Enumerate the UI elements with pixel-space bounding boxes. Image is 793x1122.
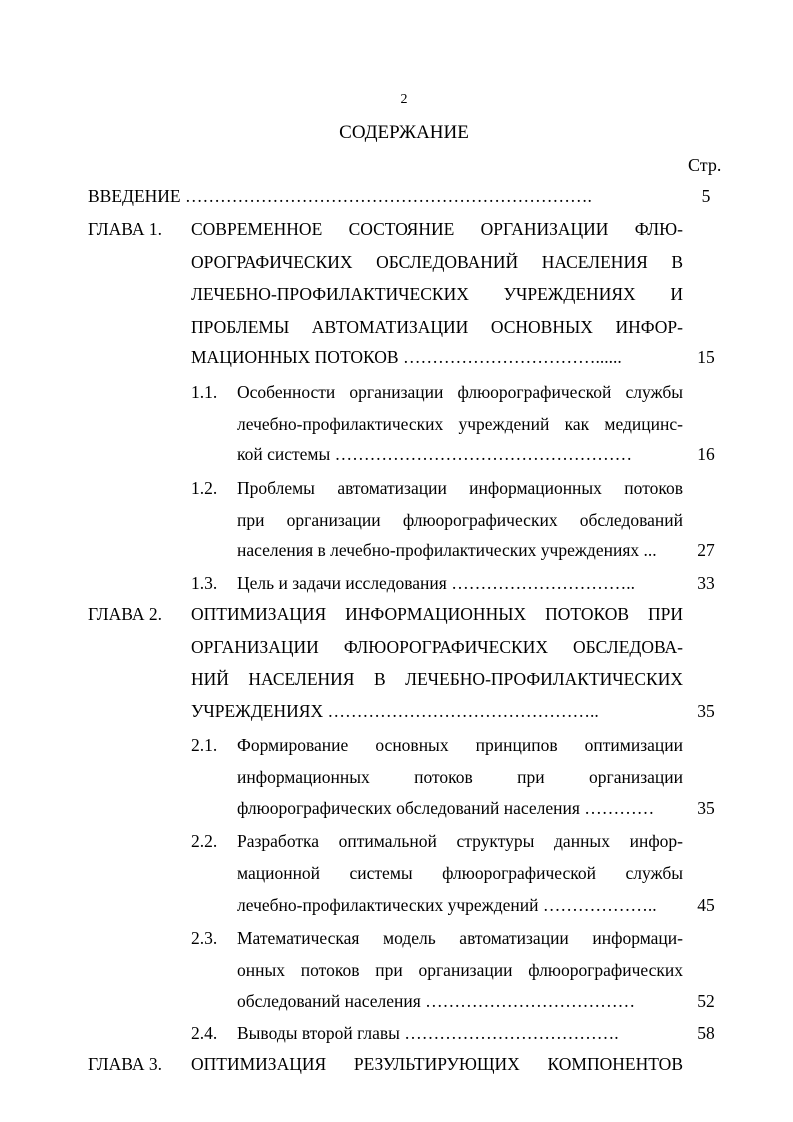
chapter-1-page: 15 xyxy=(697,347,715,367)
section-page: 35 xyxy=(697,798,715,818)
chapter-1-title-line: ОРОГРАФИЧЕСКИХ ОБСЛЕДОВАНИЙ НАСЕЛЕНИЯ В xyxy=(191,252,683,272)
chapter-1-label: ГЛАВА 1. xyxy=(88,219,163,239)
section-title-line: Математическая модель автоматизации информаци- xyxy=(237,928,683,948)
section-title-last-line: Цель и задачи исследования ………………………….. xyxy=(237,573,635,593)
section-number: 2.3. xyxy=(191,928,218,948)
chapter-2-title-last-line: УЧРЕЖДЕНИЯХ ……………………………………….. xyxy=(191,701,599,721)
page-number: 2 xyxy=(400,92,408,107)
section-page: 33 xyxy=(697,573,715,593)
chapter-2-page: 35 xyxy=(697,701,715,721)
section-title-line: при организации флюорографических обследований xyxy=(237,510,683,530)
page-title: СОДЕРЖАНИЕ xyxy=(339,122,469,143)
section-page: 58 xyxy=(697,1023,715,1043)
chapter-2-title-line: ОРГАНИЗАЦИИ ФЛЮОРОГРАФИЧЕСКИХ ОБСЛЕДОВА- xyxy=(191,637,683,657)
section-title-last-line: Выводы второй главы ………………………………. xyxy=(237,1023,619,1043)
page-column-label: Стр. xyxy=(688,155,722,175)
chapter-3-label: ГЛАВА 3. xyxy=(88,1054,163,1074)
chapter-1-title-line: СОВРЕМЕННОЕ СОСТОЯНИЕ ОРГАНИЗАЦИИ ФЛЮ- xyxy=(191,219,683,239)
section-title-line: Формирование основных принципов оптимизации xyxy=(237,735,683,755)
section-number: 1.3. xyxy=(191,573,218,593)
chapter-1-title-line: ПРОБЛЕМЫ АВТОМАТИЗАЦИИ ОСНОВНЫХ ИНФОР- xyxy=(191,317,683,337)
section-page: 16 xyxy=(697,444,715,464)
section-title-last-line: флюорографических обследований населения ………… xyxy=(237,798,655,818)
section-number: 1.2. xyxy=(191,478,218,498)
chapter-1-title-line: ЛЕЧЕБНО-ПРОФИЛАКТИЧЕСКИХ УЧРЕЖДЕНИЯХ И xyxy=(191,284,683,304)
section-number: 1.1. xyxy=(191,382,218,402)
section-title-last-line: населения в лечебно-профилактических учреждениях ... xyxy=(237,540,657,560)
section-title-line: онных потоков при организации флюорографических xyxy=(237,960,683,980)
section-title-last-line: обследований населения ……………………………… xyxy=(237,991,636,1011)
section-title-line: Особенности организации флюорографической службы xyxy=(237,382,683,402)
section-title-line: лечебно-профилактических учреждений как медицинс- xyxy=(237,414,683,434)
section-number: 2.1. xyxy=(191,735,218,755)
chapter-3-title-line: ОПТИМИЗАЦИЯ РЕЗУЛЬТИРУЮЩИХ КОМПОНЕНТОВ xyxy=(191,1054,683,1074)
section-page: 45 xyxy=(697,895,715,915)
section-title-last-line: кой системы …………………………………………… xyxy=(237,444,633,464)
section-number: 2.4. xyxy=(191,1023,218,1043)
chapter-2-label: ГЛАВА 2. xyxy=(88,604,163,624)
toc-entry-intro-page: 5 xyxy=(701,186,711,206)
toc-entry-intro-text: ВВЕДЕНИЕ ……………………………………………………………. xyxy=(88,186,592,206)
chapter-2-title-line: НИЙ НАСЕЛЕНИЯ В ЛЕЧЕБНО-ПРОФИЛАКТИЧЕСКИХ xyxy=(191,669,683,689)
section-title-last-line: лечебно-профилактических учреждений ……………….. xyxy=(237,895,657,915)
section-number: 2.2. xyxy=(191,831,218,851)
chapter-1-title-last-line: МАЦИОННЫХ ПОТОКОВ ……………………………...... xyxy=(191,347,622,367)
section-page: 52 xyxy=(697,991,715,1011)
section-title-line: информационных потоков при организации xyxy=(237,767,683,787)
section-title-line: Разработка оптимальной структуры данных инфор- xyxy=(237,831,683,851)
section-title-line: мационной системы флюорографической службы xyxy=(237,863,683,883)
section-title-line: Проблемы автоматизации информационных потоков xyxy=(237,478,683,498)
section-page: 27 xyxy=(697,540,715,560)
chapter-2-title-line: ОПТИМИЗАЦИЯ ИНФОРМАЦИОННЫХ ПОТОКОВ ПРИ xyxy=(191,604,683,624)
